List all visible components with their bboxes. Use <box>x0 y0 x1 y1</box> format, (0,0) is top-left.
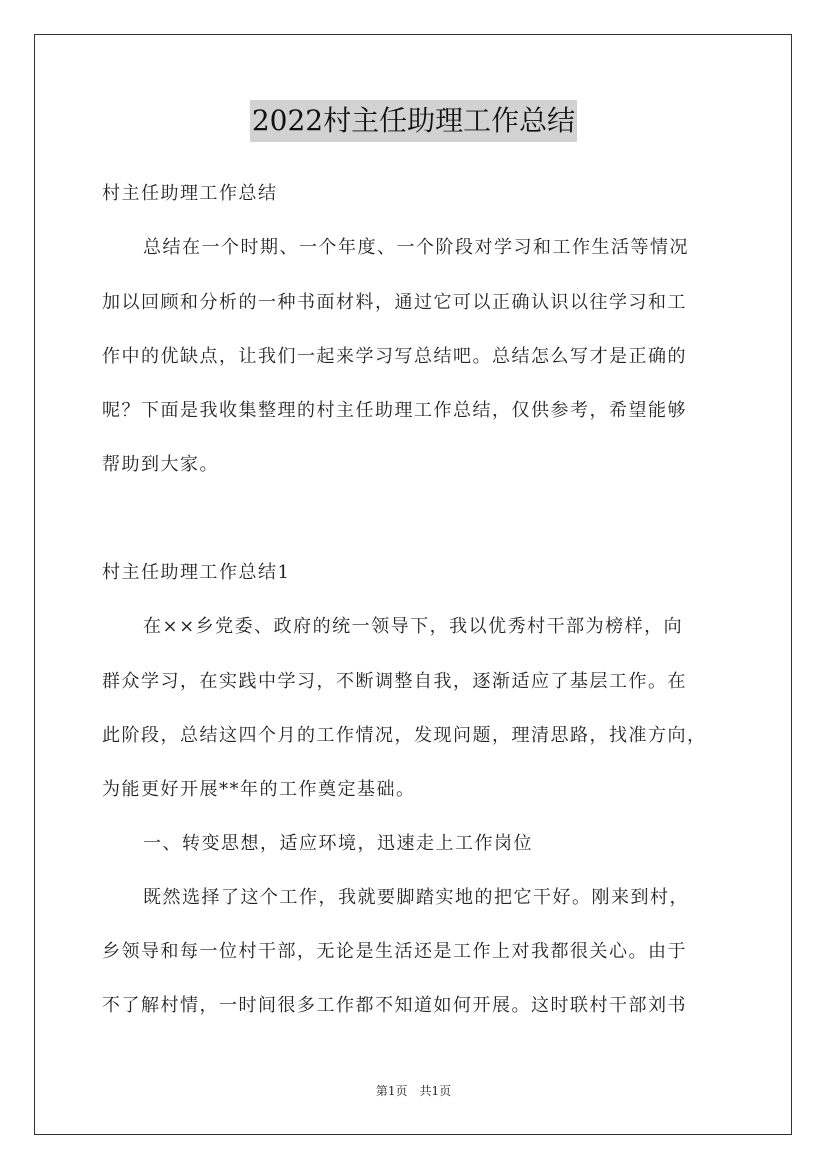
section-line: 在××乡党委、政府的统一领导下，我以优秀村干部为榜样，向 <box>143 616 684 637</box>
point-line: 乡领导和每一位村干部，无论是生活还是工作上对我都很关心。由于 <box>102 941 687 962</box>
section-line: 此阶段，总结这四个月的工作情况，发现问题，理清思路，找准方向， <box>102 725 707 746</box>
page-footer: 第1页 共1页 <box>375 1084 452 1098</box>
document-title: 2022村主任助理工作总结 <box>250 100 577 142</box>
section-heading: 村主任助理工作总结1 <box>102 562 291 583</box>
section-line: 为能更好开展**年的工作奠定基础。 <box>102 779 416 800</box>
title-container <box>0 100 827 142</box>
point-heading: 一、转变思想，适应环境，迅速走上工作岗位 <box>143 833 533 854</box>
section-line: 群众学习，在实践中学习，不断调整自我，逐渐适应了基层工作。在 <box>102 671 687 692</box>
intro-line: 作中的优缺点，让我们一起来学习写总结吧。总结怎么写才是正确的 <box>102 346 687 367</box>
intro-line: 帮助到大家。 <box>102 454 219 475</box>
point-line: 不了解村情，一时间很多工作都不知道如何开展。这时联村干部刘书 <box>102 995 687 1016</box>
intro-line: 总结在一个时期、一个年度、一个阶段对学习和工作生活等情况 <box>143 237 689 258</box>
subtitle: 村主任助理工作总结 <box>102 183 278 204</box>
point-line: 既然选择了这个工作，我就要脚踏实地的把它干好。刚来到村， <box>143 887 689 908</box>
intro-line: 加以回顾和分析的一种书面材料，通过它可以正确认识以往学习和工 <box>102 292 687 313</box>
intro-line: 呢？下面是我收集整理的村主任助理工作总结，仅供参考，希望能够 <box>102 400 687 421</box>
